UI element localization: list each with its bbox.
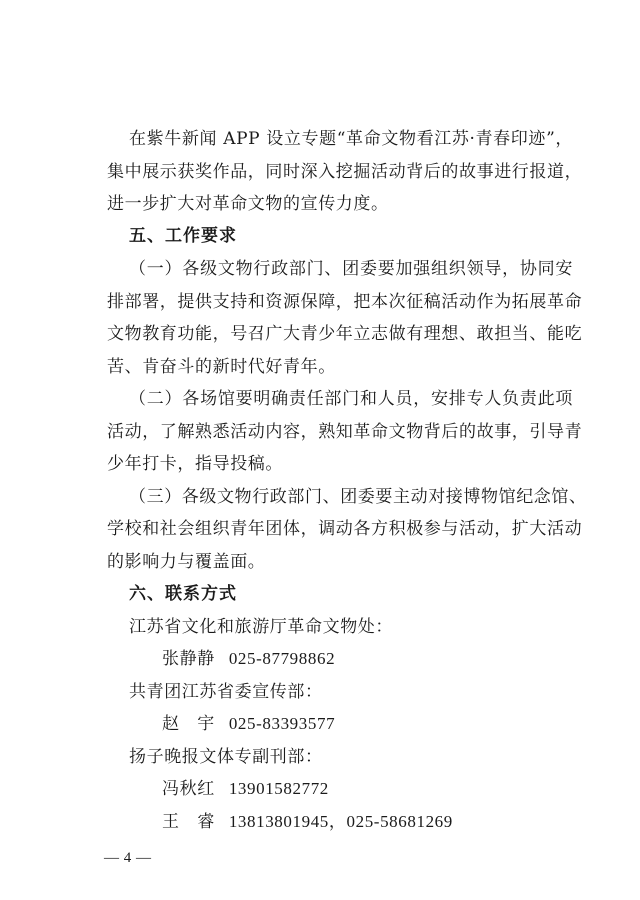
contact-name: 张静静 — [162, 649, 215, 669]
item3-line-2: 学校和社会组织青年团体，调动各方积极参与活动，扩大活动 — [107, 519, 583, 539]
contact-org-yangtse-evening: 扬子晚报文体专副刊部： — [129, 747, 323, 767]
page-number: — 4 — — [104, 850, 152, 866]
item1-line-2: 排部署，提供支持和资源保障，把本次征稿活动作为拓展革命 — [107, 292, 583, 312]
contact-name: 冯秋红 — [162, 779, 215, 799]
contact-org-culture-tourism: 江苏省文化和旅游厅革命文物处： — [129, 617, 393, 637]
item3-line-3: 的影响力与覆盖面。 — [107, 552, 266, 572]
item1-line-4: 苦、肯奋斗的新时代好青年。 — [107, 357, 336, 377]
item2-line-3: 少年打卡，指导投稿。 — [107, 454, 283, 474]
section-heading-work-requirements: 五、工作要求 — [129, 226, 237, 246]
section-heading-contact: 六、联系方式 — [129, 584, 237, 604]
intro-line-2: 集中展示获奖作品，同时深入挖掘活动背后的故事进行报道， — [107, 162, 583, 182]
item2-line-1: （二）各场馆要明确责任部门和人员，安排专人负责此项 — [129, 389, 573, 409]
contact-name: 王 睿 — [162, 812, 215, 832]
intro-line-1: 在紫牛新闻 APP 设立专题“革命文物看江苏·青春印迹”， — [129, 129, 573, 149]
item1-line-1: （一）各级文物行政部门、团委要加强组织领导，协同安 — [129, 259, 573, 279]
contact-name: 赵 宇 — [162, 714, 215, 734]
contact-person-row — [162, 647, 335, 671]
item2-line-2: 活动，了解熟悉活动内容，熟知革命文物背后的故事，引导青 — [107, 422, 583, 442]
contact-person-row — [162, 712, 335, 736]
contact-person-row — [162, 777, 329, 801]
contact-phone: 025-83393577 — [228, 714, 336, 733]
contact-phone: 13813801945，025-58681269 — [228, 812, 453, 831]
contact-phone: 13901582772 — [228, 779, 329, 798]
contact-org-youth-league: 共青团江苏省委宣传部： — [129, 682, 323, 702]
item3-line-1: （三）各级文物行政部门、团委要主动对接博物馆纪念馆、 — [129, 487, 587, 507]
contact-phone: 025-87798862 — [228, 649, 336, 668]
intro-line-3: 进一步扩大对革命文物的宣传力度。 — [107, 194, 389, 214]
item1-line-3: 文物教育功能，号召广大青少年立志做有理想、敢担当、能吃 — [107, 324, 583, 344]
contact-person-row — [162, 810, 453, 834]
